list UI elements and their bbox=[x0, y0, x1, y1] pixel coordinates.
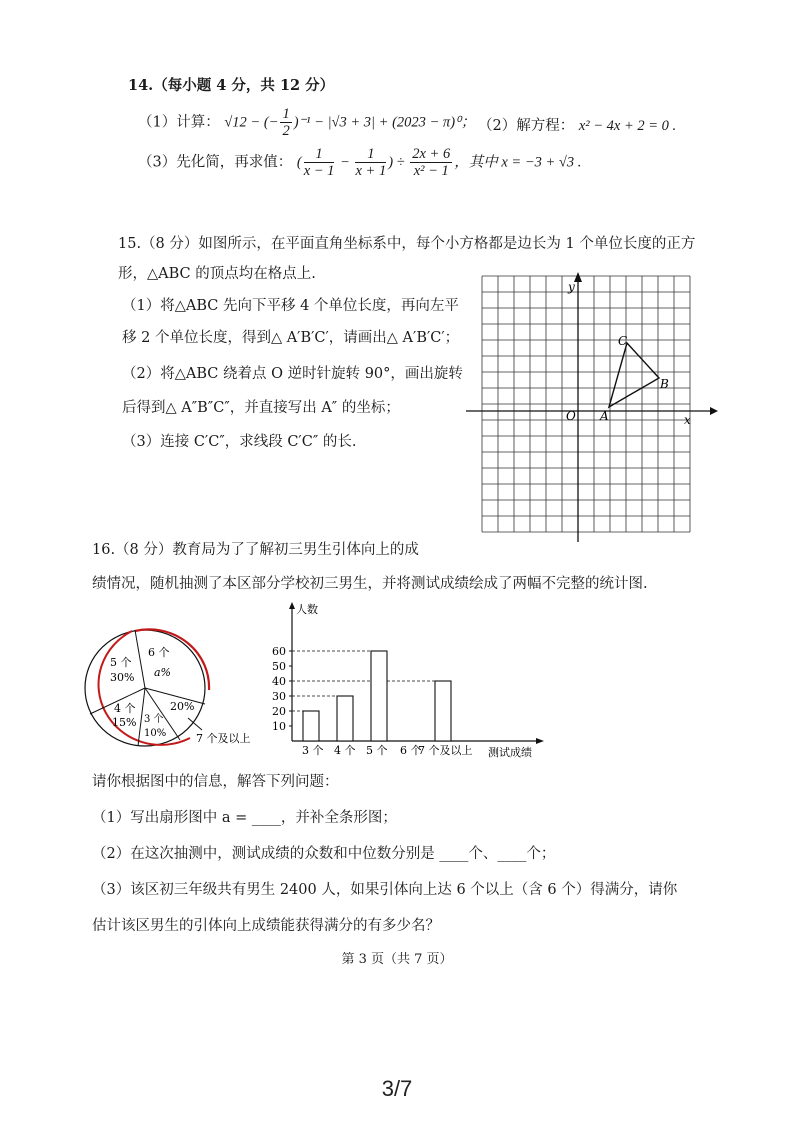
bar-category-labels bbox=[302, 743, 473, 757]
q15-line3: （1）将△ABC 先向下平移 4 个单位长度，再向左平 bbox=[122, 298, 459, 314]
q14-part1-expr-a: √12 − (− bbox=[224, 114, 279, 131]
page-footer: 第 3 页（共 7 页） bbox=[341, 952, 453, 967]
q14-heading: 14.（每小题 4 分，共 12 分） bbox=[128, 77, 335, 94]
q16-sub2: （2）在这次抽测中，测试成绩的众数和中位数分别是 ____个、____个； bbox=[92, 846, 556, 862]
bar-ticks bbox=[272, 645, 292, 733]
bar-y-axis-label: 人数 bbox=[296, 603, 318, 616]
frac-denominator: x + 1 bbox=[355, 163, 387, 179]
q15-line4: 移 2 个单位长度，得到△ A′B′C′，请画出△ A′B′C′； bbox=[122, 330, 460, 346]
frac-numerator: 1 bbox=[304, 146, 335, 163]
frac-numerator: 1 bbox=[282, 106, 290, 122]
q16-pie-chart bbox=[80, 626, 270, 760]
q14-part2-expr: x² − 4x + 2 = 0 . bbox=[578, 118, 677, 134]
q14-part3-frac3 bbox=[410, 146, 452, 179]
y-axis-arrow-icon bbox=[574, 272, 582, 282]
y-axis-label: y bbox=[568, 280, 575, 294]
bar-y-tick-label: 40 bbox=[272, 675, 286, 688]
bar-y-tick-label: 50 bbox=[272, 660, 286, 673]
bar bbox=[435, 681, 451, 741]
q16-line1: 16.（8 分）教育局为了了解初三男生引体向上的成 bbox=[92, 542, 419, 558]
q15-line6: 后得到△ A″B″C″，并直接写出 A″ 的坐标； bbox=[122, 400, 400, 416]
pie-label-4-pct: 15% bbox=[112, 716, 137, 729]
pie-label-5-pct: 30% bbox=[110, 671, 135, 684]
q16-line2: 绩情况，随机抽测了本区部分学校初三男生，并将测试成绩绘成了两幅不完整的统计图. bbox=[92, 576, 648, 592]
q14-part1-frac bbox=[280, 106, 291, 139]
bar-category-label: 4 个 bbox=[334, 744, 356, 757]
q16-prompt: 请你根据图中的信息，解答下列问题： bbox=[92, 774, 339, 790]
q14-part3-frac2 bbox=[355, 146, 386, 179]
frac-denominator: x² − 1 bbox=[413, 163, 449, 179]
bar-series bbox=[303, 651, 451, 741]
q16-sub3b: 估计该区男生的引体向上成绩能获得满分的有多少名？ bbox=[92, 918, 440, 934]
q15-line1: 15.（8 分）如图所示，在平面直角坐标系中，每个小方格都是边长为 1 个单位长度的正方 bbox=[118, 236, 696, 252]
pie-divider bbox=[135, 630, 145, 688]
pie-callout-label: 7 个及以上 bbox=[196, 732, 251, 745]
pie-label-5-count: 5 个 bbox=[110, 656, 132, 669]
q15-line5: （2）将△ABC 绕着点 O 逆时针旋转 90°，画出旋转 bbox=[122, 366, 463, 382]
bar-category-label: 7 个及以上 bbox=[418, 744, 473, 757]
frac-denominator: x − 1 bbox=[303, 163, 335, 179]
q14-part3-frac1 bbox=[304, 146, 335, 179]
bar-x-axis-label: 测试成绩 bbox=[488, 746, 532, 759]
bar bbox=[371, 651, 387, 741]
bar-y-axis-arrow-icon bbox=[289, 602, 295, 609]
page-number: 3/7 bbox=[381, 1076, 413, 1101]
bar-category-label: 5 个 bbox=[366, 744, 388, 757]
q14-part2 bbox=[478, 114, 676, 135]
origin-label: O bbox=[566, 409, 576, 423]
pie-label-6-pct: a% bbox=[154, 666, 172, 679]
x-axis-arrow-icon bbox=[710, 407, 718, 415]
q16-bar-chart bbox=[268, 600, 550, 760]
point-a-label: A bbox=[600, 409, 609, 423]
pie-label-3-pct: 10% bbox=[144, 728, 167, 739]
q15-line7: （3）连接 C′C″，求线段 C′C″ 的长. bbox=[122, 434, 357, 450]
frac-denominator: 2 bbox=[282, 123, 290, 139]
q15-line2: 形，△ABC 的顶点均在格点上. bbox=[118, 266, 316, 282]
q14-part1 bbox=[138, 106, 475, 139]
pie-label-3-count: 3 个 bbox=[144, 714, 164, 725]
frac-numerator: 1 bbox=[355, 146, 386, 163]
q14-part1-expr-b: )⁻¹ − |√3 + 3| + (2023 − π)⁰； bbox=[293, 114, 476, 131]
q14-part2-label: （2）解方程： bbox=[478, 118, 575, 134]
q16-sub3a: （3）该区初三年级共有男生 2400 人，如果引体向上达 6 个以上（含 6 个）得满分，请你 bbox=[92, 882, 678, 898]
x-axis-label: x bbox=[684, 413, 691, 427]
bar-y-tick-label: 60 bbox=[272, 645, 286, 658]
bar bbox=[337, 696, 353, 741]
pie-label-4-count: 4 个 bbox=[114, 702, 136, 715]
point-c-label: C bbox=[618, 334, 628, 348]
bar-y-tick-label: 20 bbox=[272, 705, 286, 718]
bar bbox=[303, 711, 319, 741]
bar-category-label: 6 个 bbox=[400, 744, 422, 757]
bar-y-tick-label: 30 bbox=[272, 690, 286, 703]
q14-part3: （3）先化简，再求值： ( $\frac{1}{x - 1}$ − $\frac{1}{x + 1}$ ) ÷ $\frac{2x + 6}{\text{x² − 1}}$ ，其中 x = −3 + √3 . bbox=[138, 146, 582, 179]
point-b-label: B bbox=[660, 377, 669, 391]
pie-label-6-count: 6 个 bbox=[148, 646, 170, 659]
q14-part3-label: （3）先化简，再求值： bbox=[138, 154, 293, 171]
q14-part1-label: （1）计算： bbox=[138, 114, 220, 131]
triangle-abc bbox=[609, 343, 659, 407]
bar-category-label: 3 个 bbox=[302, 744, 324, 757]
q14-part3-tail: ，其中 x = −3 + √3 . bbox=[454, 154, 582, 171]
bar-x-axis-arrow-icon bbox=[536, 738, 544, 744]
pie-label-7-pct: 20% bbox=[170, 700, 195, 713]
frac-numerator: 2x + 6 bbox=[412, 146, 451, 162]
q15-coordinate-grid bbox=[460, 268, 720, 544]
grid-lines bbox=[482, 276, 690, 532]
bar-y-tick-label: 10 bbox=[272, 720, 286, 733]
q16-sub1: （1）写出扇形图中 a = ____，并补全条形图； bbox=[92, 810, 397, 826]
